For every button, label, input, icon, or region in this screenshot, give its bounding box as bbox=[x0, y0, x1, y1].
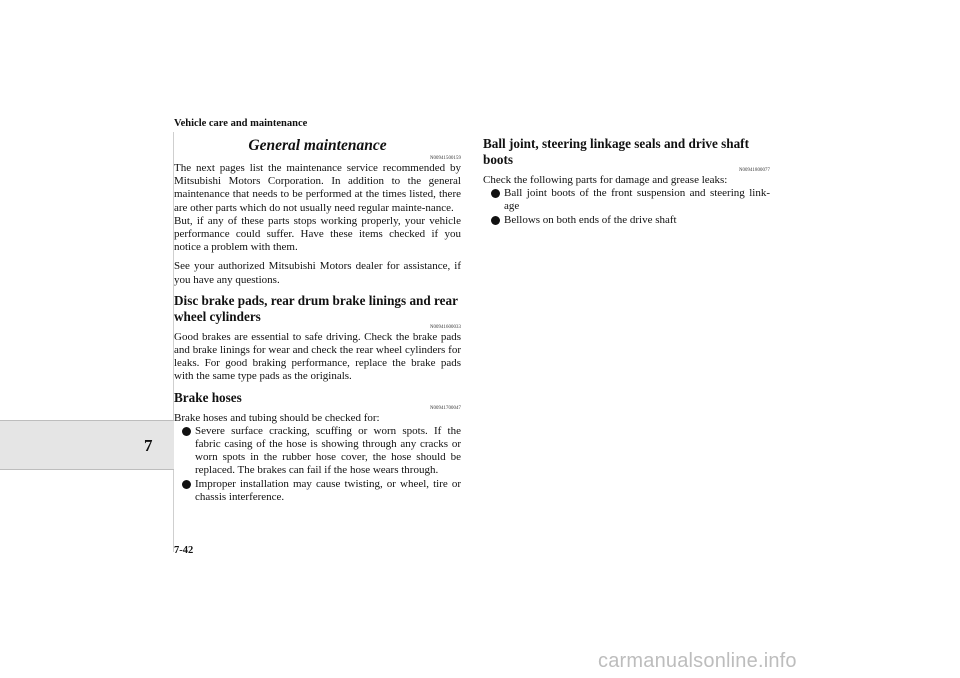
bullet-icon bbox=[182, 480, 191, 489]
list-item-text: Improper installation may cause twisting, or wheel, tire or chassis interference. bbox=[195, 477, 461, 503]
bullet-icon bbox=[491, 189, 500, 198]
paragraph: See your authorized Mitsubishi Motors dealer for assistance, if you have any questions. bbox=[174, 260, 461, 286]
section-code: N00941800077 bbox=[738, 168, 770, 173]
left-column bbox=[174, 136, 461, 504]
bullet-list bbox=[483, 187, 770, 227]
bullet-icon bbox=[491, 216, 500, 225]
list-item-text: Severe surface cracking, scuffing or worn spots. If the fabric casing of the hose is showing through any cracks or worn spots in the rubber hose cover, the hose should be replaced. The brakes can fail if the hose wears through. bbox=[195, 424, 461, 477]
section-code: N00941500159 bbox=[429, 156, 461, 161]
paragraph: But, if any of these parts stops working properly, your vehicle performance could suffer. Have these items checked if you notice a problem with them. bbox=[174, 214, 461, 254]
right-column bbox=[483, 136, 770, 227]
list-item-text: Bellows on both ends of the drive shaft bbox=[504, 213, 677, 226]
list-item bbox=[483, 214, 770, 227]
chapter-number: 7 bbox=[144, 436, 153, 455]
watermark: carmanualsonline.info bbox=[598, 650, 797, 672]
list-item bbox=[483, 187, 770, 213]
section-title-general-maintenance: General maintenance bbox=[248, 137, 387, 154]
section-title-brake-hoses: Brake hoses bbox=[174, 389, 242, 405]
section-title-ball-joint: Ball joint, steering linkage seals and drive shaft boots bbox=[483, 136, 749, 167]
list-item-text: Ball joint boots of the front suspension and steering link-age bbox=[504, 187, 770, 213]
list-item bbox=[174, 425, 461, 478]
section-code: N00941600033 bbox=[429, 324, 461, 330]
paragraph: The next pages list the maintenance service recommended by Mitsubishi Motors Corporation. In addition to the general maintenance that needs to be performed at the times listed, there are other parts which do not usually need regular mainte-nance. bbox=[174, 162, 461, 214]
running-header: Vehicle care and maintenance bbox=[174, 118, 308, 129]
section-title-disc-brakes: Disc brake pads, rear drum brake linings and rear wheel cylinders bbox=[174, 292, 458, 324]
page-number: 7-42 bbox=[174, 545, 194, 556]
paragraph: Good brakes are essential to safe driving. Check the brake pads and brake linings for wear and check the rear wheel cylinders for leaks. For good braking performance, replace the brake pads with the same type pads as the originals. bbox=[174, 330, 461, 383]
list-item bbox=[174, 478, 461, 504]
bullet-list bbox=[174, 425, 461, 504]
bullet-icon bbox=[182, 427, 191, 436]
section-code: N00941700047 bbox=[429, 405, 461, 411]
paragraph: Brake hoses and tubing should be checked for: bbox=[174, 411, 380, 424]
paragraph: Check the following parts for damage and grease leaks: bbox=[483, 174, 728, 186]
